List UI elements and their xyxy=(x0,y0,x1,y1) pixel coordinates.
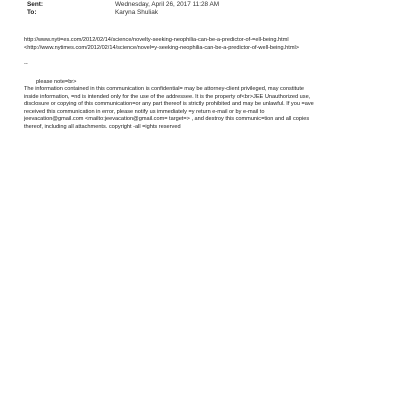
to-row xyxy=(27,9,158,17)
sent-label: Sent: xyxy=(27,1,43,8)
disclaimer-line: The information contained in this communication is confidential= may be attorney-client privileged, may constitute xyxy=(24,86,304,92)
sent-value: Wednesday, April 26, 2017 11:28 AM xyxy=(115,1,220,8)
disclaimer-line: jeevacation@gmail.com <mailto:jeevacation@gmail.com= target=> , and destroy this communic=tion and all copies xyxy=(24,116,310,123)
disclaimer-line: thereof, including all attachments. copyright -all =ights reserved xyxy=(24,123,181,130)
disclaimer-line: inside information, =nd is intended only for the use of the addressee. It is the property of<br>JEE Unauthorized use, xyxy=(24,93,311,100)
to-label: To: xyxy=(27,9,37,16)
signature-separator: -- xyxy=(24,61,28,67)
note-line: please note=br> xyxy=(36,79,77,85)
article-link-1[interactable]: http://www.nyti=es.com/2012/02/14/science/novelty-seeking-neophilia-can-be-a-predictor-of-=ell-being.html xyxy=(24,37,289,43)
sent-row xyxy=(27,1,219,9)
confidentiality-disclaimer xyxy=(24,86,376,132)
disclaimer-line: disclosure or copying of this communication=or any part thereof is strictly prohibited and may be unlawful. If you =ave xyxy=(24,101,314,108)
disclaimer-line: received this communication in error, please notify us immediately =y return e-mail or by e-mail to xyxy=(24,108,265,115)
to-value: Karyna Shuliak xyxy=(115,9,158,16)
article-link-2[interactable]: <http://www.nytimes.com/2012/02/14/science/novel=y-seeking-neophilia-can-be-a-predictor-of-well-being.html> xyxy=(24,45,300,51)
